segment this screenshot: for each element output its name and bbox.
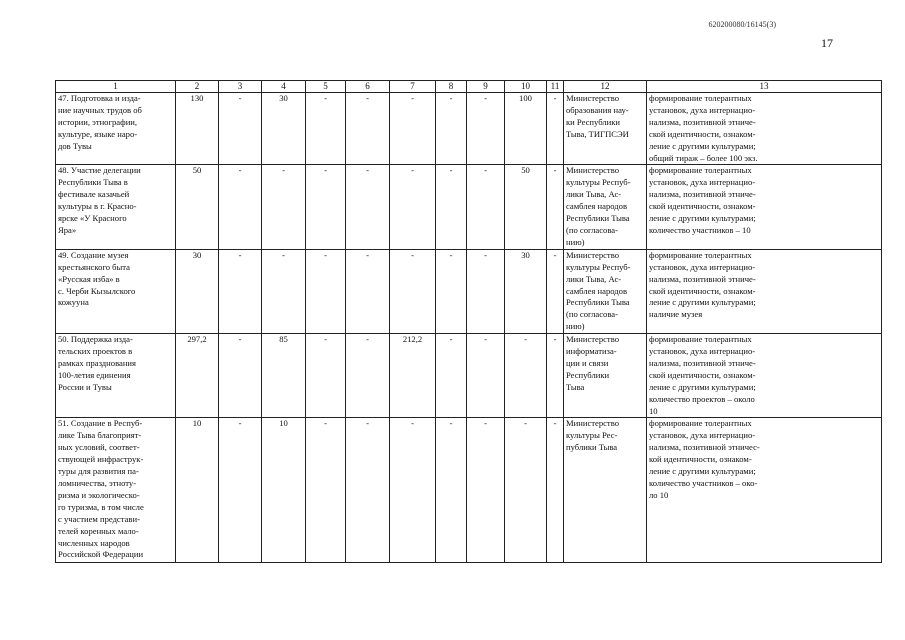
funding-cell: - xyxy=(346,249,390,333)
funding-cell: - xyxy=(346,418,390,563)
funding-cell: 100 xyxy=(505,93,547,165)
funding-cell: - xyxy=(219,334,262,418)
result-cell: формирование толерантных установок, духа интернацио- нализма, позитивной этниче- ской идентичности, ознаком- ление с другими культурами; количество проектов – около 10 xyxy=(647,334,882,418)
funding-cell: - xyxy=(306,165,346,249)
funding-cell: - xyxy=(467,249,505,333)
table-row xyxy=(56,418,882,563)
funding-cell: 50 xyxy=(505,165,547,249)
column-number: 1 xyxy=(56,81,176,93)
funding-cell: - xyxy=(262,249,306,333)
funding-cell: - xyxy=(306,249,346,333)
column-number: 4 xyxy=(262,81,306,93)
funding-cell: - xyxy=(390,418,436,563)
executor-cell: Министерство культуры Рес- публики Тыва xyxy=(564,418,647,563)
column-number: 13 xyxy=(647,81,882,93)
funding-cell: - xyxy=(436,165,467,249)
column-number-row xyxy=(56,81,882,93)
column-number: 7 xyxy=(390,81,436,93)
result-cell: формирование толерантных установок, духа интернацио- нализма, позитивной этниче- ской идентичности, ознаком- ление с другими культурами; общий тираж – более 100 экз. xyxy=(647,93,882,165)
funding-cell: - xyxy=(219,93,262,165)
activity-cell: 50. Поддержка изда- тельских проектов в рамках празднования 100-летия единения России и Тувы xyxy=(56,334,176,418)
executor-cell: Министерство информатиза- ции и связи Республики Тыва xyxy=(564,334,647,418)
funding-cell: - xyxy=(219,249,262,333)
column-number: 10 xyxy=(505,81,547,93)
funding-cell: - xyxy=(306,334,346,418)
funding-cell: - xyxy=(547,165,564,249)
funding-cell: - xyxy=(467,165,505,249)
total-cell: 50 xyxy=(176,165,219,249)
total-cell: 297,2 xyxy=(176,334,219,418)
executor-cell: Министерство культуры Респуб- лики Тыва, Ас- самблея народов Республики Тыва (по согласова- нию) xyxy=(564,165,647,249)
result-cell: формирование толерантных установок, духа интернацио- нализма, позитивной этниче- ской идентичности, ознаком- ление с другими культурами; наличие музея xyxy=(647,249,882,333)
funding-cell: - xyxy=(547,334,564,418)
column-number: 3 xyxy=(219,81,262,93)
funding-cell: - xyxy=(346,165,390,249)
funding-cell: - xyxy=(467,418,505,563)
funding-cell: - xyxy=(505,418,547,563)
page-number: 17 xyxy=(821,36,833,50)
table-row xyxy=(56,334,882,418)
total-cell: 30 xyxy=(176,249,219,333)
column-number: 5 xyxy=(306,81,346,93)
funding-cell: - xyxy=(436,93,467,165)
total-cell: 130 xyxy=(176,93,219,165)
total-cell: 10 xyxy=(176,418,219,563)
funding-cell: - xyxy=(505,334,547,418)
funding-cell: - xyxy=(467,334,505,418)
funding-cell: 30 xyxy=(505,249,547,333)
executor-cell: Министерство образования нау- ки Республики Тыва, ТИГПСЭИ xyxy=(564,93,647,165)
result-cell: формирование толерантных установок, духа интернацио- нализма, позитивной этниче- ской идентичности, ознаком- ление с другими культурами; количество участников – 10 xyxy=(647,165,882,249)
funding-cell: - xyxy=(467,93,505,165)
table-row xyxy=(56,165,882,249)
table-row xyxy=(56,249,882,333)
document-id: 620200080/16145(3) xyxy=(708,20,776,29)
activity-cell: 51. Создание в Респуб- лике Тыва благоприят- ных условий, соответ- ствующей инфраструк- туры для развития па- ломничества, этноту- ризма и экологическо- го туризма, в том числе с участием представи- телей коренных мало- численных народов Российской Федерации xyxy=(56,418,176,563)
result-cell: формирование толерантных установок, духа интернацио- нализма, позитивной этничес- кой идентичности, ознаком- ление с другими культурами; количество участников – око- ло 10 xyxy=(647,418,882,563)
column-number: 9 xyxy=(467,81,505,93)
funding-cell: 30 xyxy=(262,93,306,165)
funding-cell: - xyxy=(390,165,436,249)
funding-cell: - xyxy=(306,418,346,563)
funding-cell: - xyxy=(547,418,564,563)
funding-cell: - xyxy=(436,418,467,563)
funding-cell: - xyxy=(219,165,262,249)
column-number: 8 xyxy=(436,81,467,93)
funding-cell: - xyxy=(390,93,436,165)
funding-cell: - xyxy=(547,249,564,333)
funding-cell: - xyxy=(346,93,390,165)
table-row xyxy=(56,93,882,165)
funding-cell: - xyxy=(436,249,467,333)
funding-cell: - xyxy=(346,334,390,418)
funding-cell: - xyxy=(390,249,436,333)
activity-cell: 47. Подготовка и изда- ние научных трудов об истории, этнографии, культуре, языке наро- дов Тувы xyxy=(56,93,176,165)
activity-cell: 49. Создание музея крестьянского быта «Русская изба» в с. Черби Кызылского кожууна xyxy=(56,249,176,333)
funding-cell: - xyxy=(219,418,262,563)
program-table xyxy=(55,80,882,563)
funding-cell: - xyxy=(306,93,346,165)
executor-cell: Министерство культуры Респуб- лики Тыва, Ас- самблея народов Республики Тыва (по согласова- нию) xyxy=(564,249,647,333)
funding-cell: 10 xyxy=(262,418,306,563)
activity-cell: 48. Участие делегации Республики Тыва в фестивале казачьей культуры в г. Красно- ярске «У Красного Яра» xyxy=(56,165,176,249)
column-number: 11 xyxy=(547,81,564,93)
funding-cell: - xyxy=(547,93,564,165)
funding-cell: - xyxy=(436,334,467,418)
funding-cell: 85 xyxy=(262,334,306,418)
funding-cell: - xyxy=(262,165,306,249)
column-number: 12 xyxy=(564,81,647,93)
funding-cell: 212,2 xyxy=(390,334,436,418)
column-number: 2 xyxy=(176,81,219,93)
column-number: 6 xyxy=(346,81,390,93)
